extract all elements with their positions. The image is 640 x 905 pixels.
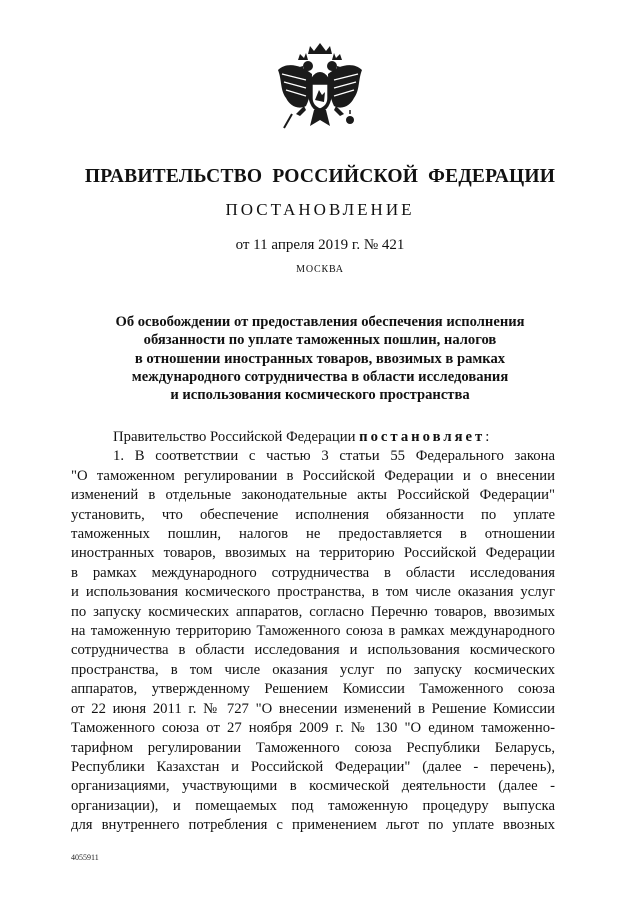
body-line: аппаратов, утвержденному Решением Комиссии Таможенного союза: [71, 681, 555, 698]
body-line: пространства, в том числе оказания услуг по запуску космических: [71, 661, 555, 678]
subject-line: и использования космического пространства: [170, 387, 470, 404]
government-title: ПРАВИТЕЛЬСТВО РОССИЙСКОЙ ФЕДЕРАЦИИ: [84, 166, 556, 187]
preamble-suffix: :: [485, 429, 490, 445]
document-type: ПОСТАНОВЛЕНИЕ: [225, 200, 415, 219]
russian-coat-of-arms-icon: [272, 40, 368, 140]
subject-line: в отношении иностранных товаров, ввозимых в рамках: [134, 350, 506, 367]
document-registration-number: 4055911: [71, 853, 99, 862]
body-line: организации), и помещаемых под таможенную процедуру выпуска: [71, 797, 555, 814]
body-line: тарифном регулировании Таможенного союза Республики Беларусь,: [71, 739, 555, 756]
document-body: [71, 428, 555, 836]
body-line: на таможенную территорию Таможенного союза в рамках международного: [71, 623, 555, 640]
body-line: от 22 июня 2011 г. № 727 "О внесении изменений в Решение Комиссии: [71, 700, 555, 717]
document-subject: [90, 313, 550, 404]
preamble: [71, 428, 555, 447]
body-line: сотрудничества в области исследования и использования космического: [71, 642, 555, 659]
body-line: "О таможенном регулировании в Российской Федерации и о внесении: [71, 467, 555, 484]
body-line: Таможенного союза от 27 ноября 2009 г. № 130 "О едином таможенно-: [71, 720, 555, 737]
body-line: установить, что обеспечение исполнения обязанности по уплате: [71, 506, 555, 523]
document-date-number: от 11 апреля 2019 г. № 421: [235, 237, 405, 253]
body-line: 1. В соответствии с частью 3 статьи 55 Федерального закона: [113, 448, 555, 465]
document-city: МОСКВА: [296, 264, 344, 275]
body-line: для внутреннего потребления с применением льгот по уплате ввозных: [71, 817, 555, 834]
body-line: в рамках международного сотрудничества в области исследования: [71, 564, 555, 581]
body-line: изменений в отдельные законодательные акты Российской Федерации": [71, 487, 555, 504]
body-line: и использования космического пространства, в том числе оказания услуг: [71, 584, 555, 601]
body-line: иностранных товаров, ввозимых на территорию Российской Федерации: [71, 545, 555, 562]
subject-line: Об освобождении от предоставления обеспечения исполнения: [115, 314, 525, 330]
body-line: по запуску космических аппаратов, согласно Перечню товаров, ввозимых: [71, 603, 555, 620]
body-line: таможенных пошлин, налогов не предоставляется в отношении: [71, 526, 555, 543]
subject-line: обязанности по уплате таможенных пошлин, налогов: [143, 332, 497, 349]
body-line: организациями, участвующими в космической деятельности (далее -: [71, 778, 555, 795]
body-line: Республики Казахстан и Российской Федерации" (далее - перечень),: [71, 758, 555, 775]
subject-line: международного сотрудничества в области исследования: [131, 368, 509, 385]
preamble-verb: постановляет: [359, 429, 486, 445]
preamble-prefix: Правительство Российской Федерации: [113, 429, 356, 445]
